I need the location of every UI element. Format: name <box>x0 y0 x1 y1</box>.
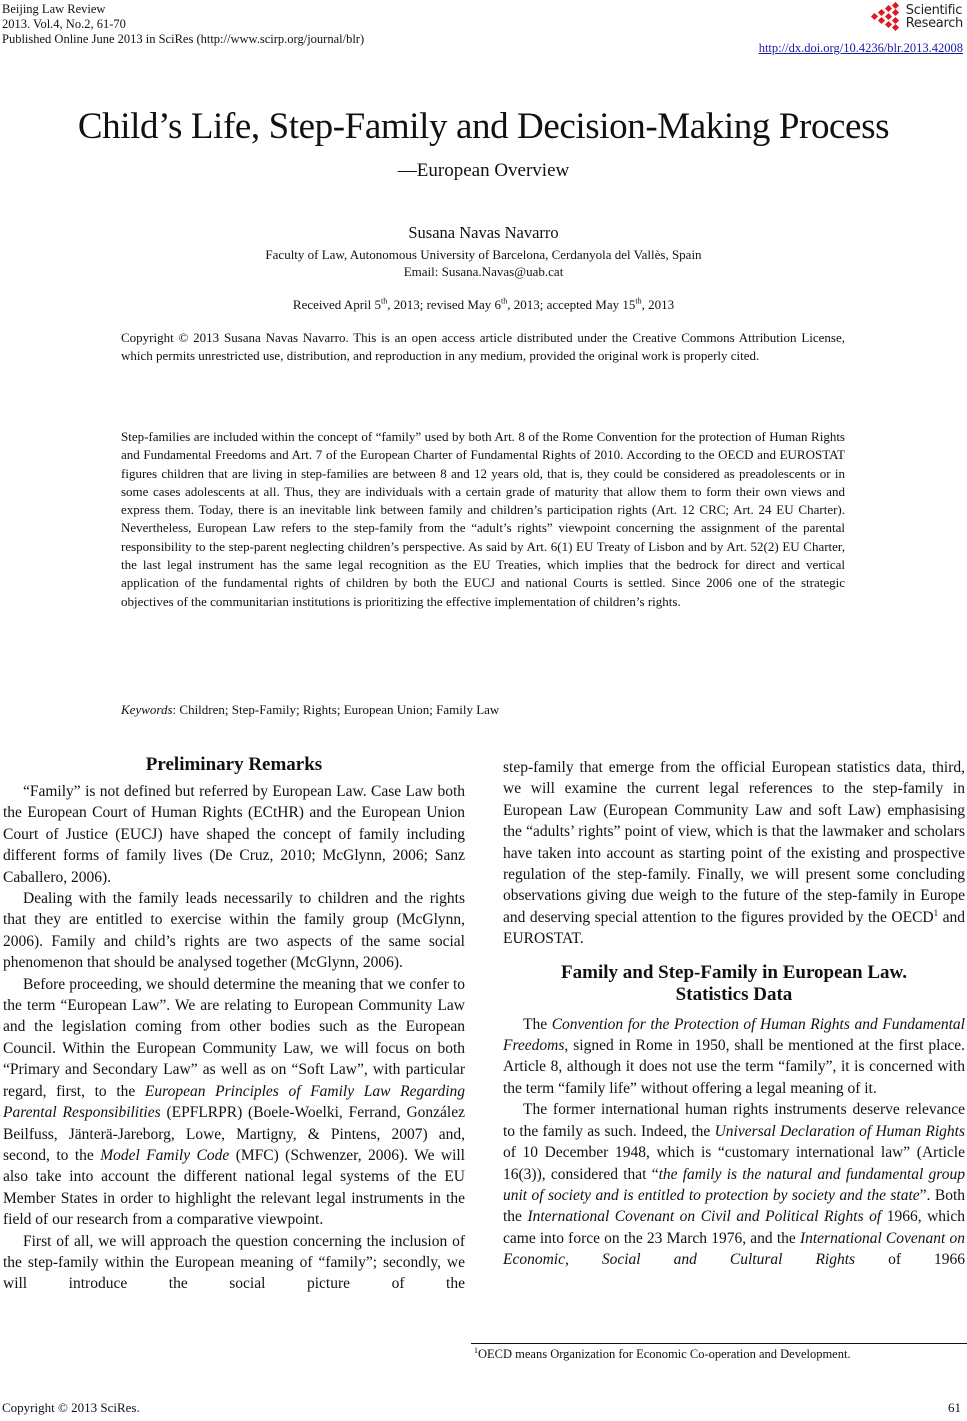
article-title: Child’s Life, Step-Family and Decision-Making Process <box>77 106 890 147</box>
footnote-mark: 1 <box>474 1345 478 1355</box>
text-run: of 10 December 1948, which is “customary international law” (Article 16(3)), considered that “ <box>503 1144 965 1183</box>
text-run: ”. Both the <box>503 1186 965 1226</box>
author-email: Email: Susana.Navas@uab.cat <box>403 264 564 279</box>
italic-title: International Covenant on Economic <box>503 1229 965 1269</box>
section-heading-family <box>503 962 965 1006</box>
scientific-research-logo <box>759 0 963 34</box>
journal-volume: 2013. Vol.4, No.2, 61-70 <box>2 17 126 31</box>
journal-name: Beijing Law Review <box>2 2 106 16</box>
keywords-label: Keywords <box>121 702 173 717</box>
doi-link[interactable]: http://dx.doi.org/10.4236/blr.2013.42008 <box>758 41 963 55</box>
paragraph: Dealing with the family leads necessarily to children and the rights that they are entitled to exercise within the family group (McGlynn, 2006). Family and child’s rights are two aspects of the same social phenomenon that should be analysed together (McGlynn, 2006). <box>3 890 465 972</box>
paragraph <box>503 1099 965 1270</box>
author-name: Susana Navas Navarro <box>408 223 559 242</box>
paragraph <box>503 1014 965 1100</box>
abstract: Step-families are included within the concept of “family” used by both Art. 8 of the Rome Convention for the protection of Human Rights and Fundamental Freedoms and Art. 7 of the European Charter of Fundamental Rights of 2010. According to the OECD and EUROSTAT figures children that are living in step-families are between 8 and 12 years old, that is, they could be considered as preadolescents or in some cases adolescents at all. Thus, they are individuals with a certain grade of maturity that allow them to form their own views and express them. Today, there is an inevitable link between family and children’s participation rights (Art. 12 CRC; Art. 24 EU Charter). Nevertheless, European Law refers to the step-family from the “adult’s rights” viewpoint concerning the assignment of the parental responsibility to the step-parent neglecting children’s perspective. As said by Art. 6(1) EU Treaty of Lisbon and by Art. 52(2) EU Charter, the last legal instrument has the same legal recognition as the EU Treaties, which implies that the bedrock for direct and vertical application of the fundamental rights of children by both the EUCJ and national Courts is settled. Since 2006 one of the strategic objectives of the communitarian institutions is prioritizing the effective implementation of children’s rights. <box>121 429 845 609</box>
diamond-logo-icon <box>867 2 903 32</box>
paragraph: First of all, we will approach the question concerning the inclusion of the step-family within the European meaning of “family”; secondly, we will introduce the social picture of the <box>3 1232 465 1293</box>
page-number: 61 <box>948 1400 961 1415</box>
footer-copyright: Copyright © 2013 SciRes. <box>2 1400 140 1415</box>
footnote-text: OECD means Organization for Economic Co-operation and Development. <box>478 1347 851 1361</box>
text-run: The former international human rights instruments deserve relevance to the family as such. Indeed, the <box>503 1101 965 1140</box>
footnote <box>471 1343 967 1362</box>
accepted-date: , 2013; accepted May 15 <box>507 297 636 312</box>
ordinal-suffix: th <box>635 296 642 306</box>
heading-line: Statistics Data <box>675 983 793 1005</box>
logo-line-2: Research <box>905 16 963 31</box>
footnote-ref[interactable]: 1 <box>933 907 939 918</box>
text-run: step-family that emerge from the official European statistics data, third, we will examine the current legal references to the step-family in European Law (European Community Law and soft Law) emphasising the “adults’ rights” point of view, which is that the lawmaker and scholars have taken into account as starting point of the existing and prospective regulation of the step-family. Finally, we will present some concluding observations giving due weigh to the future of the step-family in Europe and deserving special attention to the figures provided by the OECD <box>503 759 965 926</box>
italic-title: Convention for the Protection of Human Rights and Fundamental Freedoms <box>503 1015 965 1055</box>
paragraph: “Family” is not defined but referred by European Law. Case Law both the European Court of Human Rights (ECtHR) and the European Union Court of Justice (EUCJ) have shaped the concept of family including different forms of family lives (De Cruz, 2010; McGlynn, 2006; Sanz Caballero, 2006). <box>3 783 465 886</box>
section-heading-preliminary: Preliminary Remarks <box>145 754 323 775</box>
keywords-value: : Children; Step-Family; Rights; European Union; Family Law <box>172 702 500 717</box>
italic-title: European Principles of Family Law Regarding Parental Responsibilities <box>3 1082 465 1122</box>
logo-line-1: Scientific <box>905 3 963 18</box>
italic-title: Social and Cultural Rights <box>601 1251 856 1269</box>
paragraph <box>3 974 465 1231</box>
italic-title: International Covenant on Civil and Political Rights of <box>527 1208 882 1226</box>
heading-line: Family and Step-Family in European Law. <box>561 961 907 983</box>
italic-quote: the family is the natural and fundamental group unit of society and is entitled to protection by society and the state <box>503 1165 966 1204</box>
text-run: Before proceeding, we should determine the meaning that we confer to the term “European Law”. We are relating to European Community Law and the legislation coming from other bodies such as the European Council. Within the European Community Law, we will focus on both “Primary and Secondary Law” as well as on “Soft Law”, with particular regard, first, to the <box>3 975 465 1100</box>
italic-title: Universal Declaration of Human Rights <box>714 1122 965 1140</box>
affiliation: Faculty of Law, Autonomous University of Barcelona, Cerdanyola del Vallès, Spain <box>265 247 702 262</box>
accepted-year: , 2013 <box>641 297 675 312</box>
text-run: , signed in Rome in 1950, shall be mentioned at the first place. Article 8, although it does not use the term “family”, it is concerned with the term “family life” without offering a legal meaning of it. <box>503 1037 965 1097</box>
article-dates <box>0 297 967 313</box>
revised-date: , 2013; revised May 6 <box>387 297 501 312</box>
right-column <box>503 757 965 1271</box>
journal-published: Published Online June 2013 in SciRes (http://www.scirp.org/journal/blr) <box>2 32 365 46</box>
text-run: 1966, which came into force on the 23 March 1976, and the <box>503 1208 965 1247</box>
text-run: (MFC) (Schwenzer, 2006). We will also take into account the different national legal systems of the EU Member States in order to highlight the relevant legal instruments in the field of our research from a comparative viewpoint. <box>3 1146 465 1229</box>
copyright-notice: Copyright © 2013 Susana Navas Navarro. This is an open access article distributed under the Creative Commons Attribution License, which permits unrestricted use, distribution, and reproduction in any medium, provided the original work is properly cited. <box>121 330 845 364</box>
italic-title: Model Family Code <box>100 1146 230 1164</box>
keywords <box>121 701 845 719</box>
paragraph-continued <box>503 757 965 950</box>
publisher-header <box>759 0 963 56</box>
received-date: Received April 5 <box>292 297 381 312</box>
left-column <box>3 754 465 1295</box>
article-subtitle: —European Overview <box>397 160 570 181</box>
ordinal-suffix: th <box>381 296 388 306</box>
author-affiliation-block <box>0 246 967 280</box>
text-run: The <box>523 1015 552 1033</box>
text-run: , <box>564 1251 602 1269</box>
text-run: and EUROSTAT. <box>503 908 965 948</box>
text-run: (EPFLRPR) (Boele-Woelki, Ferrand, González Beilfuss, Jänterä-Jareborg, Lowe, Martigny, & Pintens, 2007) and, second, to the <box>3 1104 465 1164</box>
journal-header <box>2 2 364 47</box>
text-run: of 1966 <box>855 1251 965 1269</box>
ordinal-suffix: th <box>500 296 508 306</box>
